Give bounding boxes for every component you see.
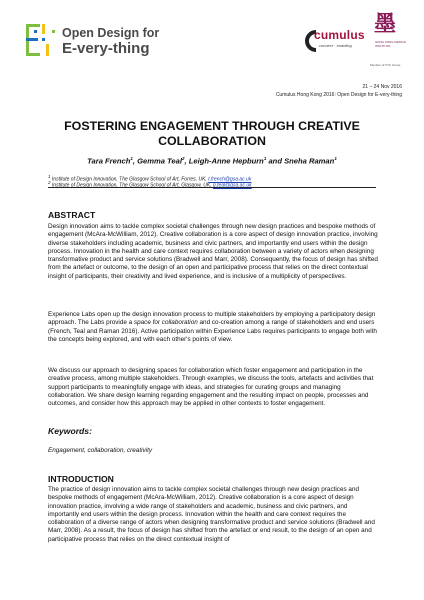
aff-sup: 2 xyxy=(48,180,51,185)
aff-text: Institute of Design Innovation, The Glasgow School of Art, Glasgow, UK, xyxy=(50,182,213,189)
author-sup: 1 xyxy=(263,156,267,161)
open-design-logo-mark-icon xyxy=(22,20,62,60)
p2-a: Experience Labs open up the design innovation process to multiple stakeholders by employing a participatory design approach. The Labs provide a xyxy=(48,311,376,327)
conference-date: 21 – 24 Nov 2016 xyxy=(362,84,402,90)
open-design-logo-text xyxy=(62,26,159,56)
divider xyxy=(48,187,376,188)
hkdi-logo xyxy=(372,14,406,60)
email-link[interactable]: g.teal@gsa.ac.uk xyxy=(212,182,252,189)
hkdi-member: Member of VTC Group xyxy=(370,63,401,67)
email-link[interactable]: t.french@gsa.ac.uk xyxy=(208,176,252,183)
hkdi-character: 墨 xyxy=(374,12,397,37)
conference-name: Cumulus Hong Kong 2016: Open Design for E-very-thing xyxy=(275,92,402,98)
author-name: Gemma Teal xyxy=(137,156,182,166)
cumulus-word: cumulus xyxy=(314,28,365,42)
paper-title xyxy=(40,119,384,149)
introduction-paragraph: The practice of design innovation aims to tackle complex societal challenges through new design practices and bespoke methods of engagement (McAra-McWilliam, 2012). Creative collaboration is a core aspect of design innovation practice, involving a wide range of stakeholders and academic, business and civic partners, and importantly end users within the design process. Innovation within the health and care context requires the collaboration of a diverse range of actors when designing transformative product and service solutions (Bradwell and Marr, 2008). As a result, the focus of design has shifted from the artefact or end result, to the design of an open and participative process that relies on the direct contextual insight of xyxy=(48,486,375,543)
abstract-paragraph-1: Design innovation aims to tackle complex societal challenges through new design practices and bespoke methods of engagement (McAra-McWilliam, 2012). Creative collaboration is a core aspect of design innovation practice, involving diverse stakeholders including academic, business and civic partners, and importantly end users within the design process. Innovation in the health and care context requires collaboration between a variety of actors when designing transformative product and service solutions (Bradwell and Marr, 2008). Consequently, the focus of design has shifted from the artefact or outcome, to the design of an open and participative process that relies on the direct contextual insight of participants, their creativity and lived experience, and is inclusive of a multiplicity of perspectives. xyxy=(48,223,378,280)
open-design-logo xyxy=(22,20,172,60)
p2-b: and co-creation among a range of stakeholders and end users (French, Teal and Raman 2016). Active participation within Experience Labs requires participants to engage both with the concepts being explored, and with each other's points of view. xyxy=(48,319,377,343)
author-sup: 2 xyxy=(181,156,185,161)
author-sup: 1 xyxy=(334,156,337,161)
title-line1: FOSTERING ENGAGEMENT THROUGH CREATIVE xyxy=(64,119,360,133)
introduction-heading: INTRODUCTION xyxy=(48,474,114,484)
title-line2: COLLABORATION xyxy=(158,134,266,148)
abstract-paragraph-3: We discuss our approach to designing spaces for collaboration which foster engagement and participation in the creative process, among multiple stakeholders. Through examples, we discuss the tools, artefacts and activities that support participants to meaningfully engage with ideas, and strategies for curating groups and managing collaboration. We share design learning regarding engagement and the resulting impact on people, processes and outcomes, and consider how this approach may be applied in other contexts to foster engagement. xyxy=(48,367,374,408)
hkdi-name: HONG KONG DESIGN INSTITUTE xyxy=(375,40,407,48)
authors: Tara French$^1$, Gemma Teal$^2$, Leigh-Anne Hepburn$^1$ and Sneha Raman$^1$ xyxy=(87,156,337,166)
author-name: Sneha Raman xyxy=(284,156,335,166)
keywords-text: Engagement, collaboration, creativity xyxy=(48,447,153,454)
abstract-heading: ABSTRACT xyxy=(48,210,96,220)
author-name: Tara French xyxy=(87,156,131,166)
abstract-paragraph-2 xyxy=(48,311,378,344)
aff-text: Institute of Design Innovation, The Glasgow School of Art, Forres, UK, xyxy=(50,176,209,183)
cumulus-logo xyxy=(300,18,365,60)
logo-line2: E-very-thing xyxy=(62,40,150,57)
cumulus-sub: connect · enabling xyxy=(319,43,352,48)
author-name: Leigh-Anne Hepburn xyxy=(188,156,264,166)
keywords-heading: Keywords: xyxy=(48,426,92,436)
author-sup: 1 xyxy=(130,156,133,161)
logo-line1: Open Design for xyxy=(62,26,160,40)
p2-em: space for collaboration xyxy=(133,319,198,327)
aff-sup: 1 xyxy=(48,174,51,179)
